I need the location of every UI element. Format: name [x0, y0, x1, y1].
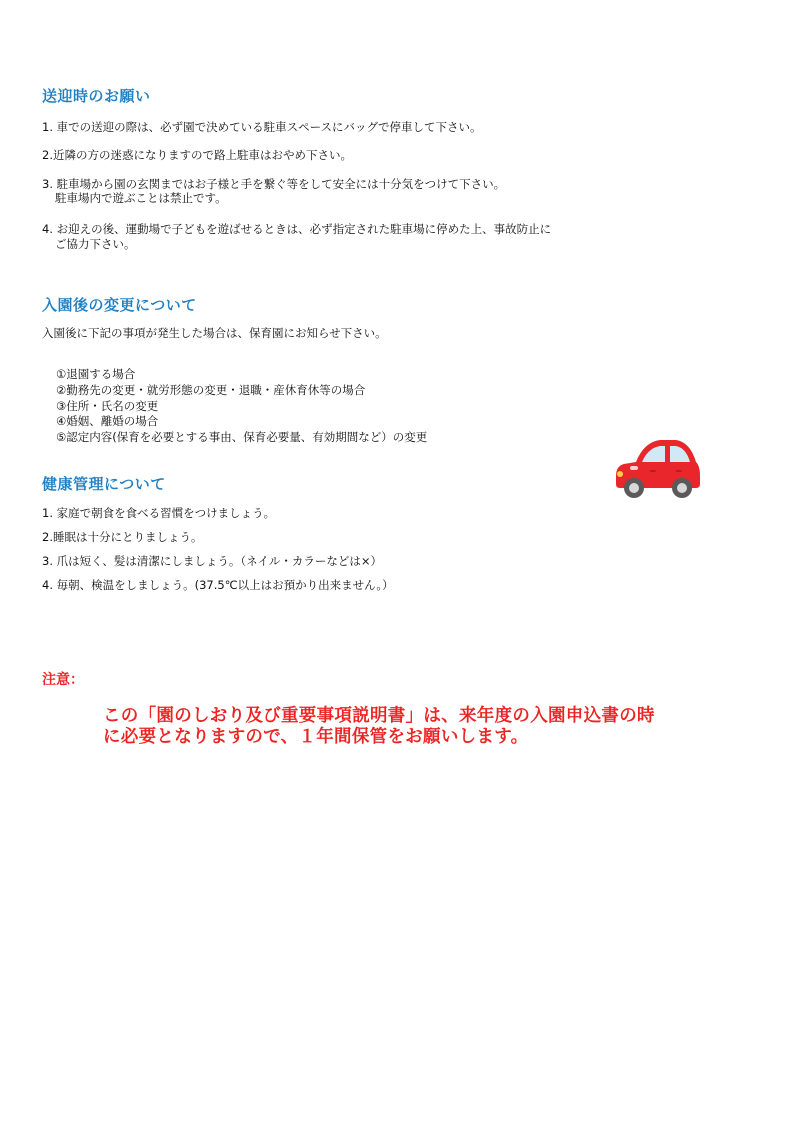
pickup-item-4-cont: ご協力下さい。: [55, 237, 136, 251]
changes-item-1: ①退園する場合: [56, 367, 136, 381]
section-title-pickup: 送迎時のお願い: [42, 87, 151, 105]
changes-item-5: ⑤認定内容(保育を必要とする事由、保育必要量、有効期間など）の変更: [56, 430, 428, 444]
section-title-changes: 入園後の変更について: [42, 296, 197, 314]
pickup-item-3: 3. 駐車場から園の玄関まではお子様と手を繋ぐ等をして安全には十分気をつけて下さい。: [42, 177, 506, 191]
changes-intro: 入園後に下記の事項が発生した場合は、保育園にお知らせ下さい。: [42, 326, 387, 340]
pickup-item-3-cont: 駐車場内で遊ぶことは禁止です。: [55, 191, 227, 205]
pickup-item-2: 2.近隣の方の迷惑になりますので路上駐車はおやめ下さい。: [42, 148, 352, 162]
red-car-icon: [610, 432, 702, 504]
pickup-item-1: 1. 車での送迎の際は、必ず園で決めている駐車スペースにバッグで停車して下さい。: [42, 120, 482, 134]
health-item-4: 4. 毎朝、検温をしましょう。(37.5℃以上はお預かり出来ません。）: [42, 578, 394, 592]
note-line-1: この「園のしおり及び重要事項説明書」は、来年度の入園申込書の時: [103, 706, 655, 726]
note-label: 注意：: [42, 672, 84, 688]
changes-item-3: ③住所・氏名の変更: [56, 399, 159, 413]
changes-item-4: ④婚姻、離婚の場合: [56, 414, 159, 428]
note-line-2: に必要となりますので、１年間保管をお願いします。: [103, 727, 529, 747]
section-title-health: 健康管理について: [42, 475, 166, 493]
note-body: [103, 706, 763, 748]
health-item-3: 3. 爪は短く、髪は清潔にしましょう。（ネイル・カラーなどは×）: [42, 554, 383, 568]
health-item-2: 2.睡眠は十分にとりましょう。: [42, 530, 203, 544]
pickup-item-4: 4. お迎えの後、運動場で子どもを遊ばせるときは、必ず指定された駐車場に停めた上、事故防止に: [42, 222, 552, 236]
changes-item-2: ②勤務先の変更・就労形態の変更・退職・産休育休等の場合: [56, 383, 366, 397]
health-item-1: 1. 家庭で朝食を食べる習慣をつけましょう。: [42, 506, 276, 520]
